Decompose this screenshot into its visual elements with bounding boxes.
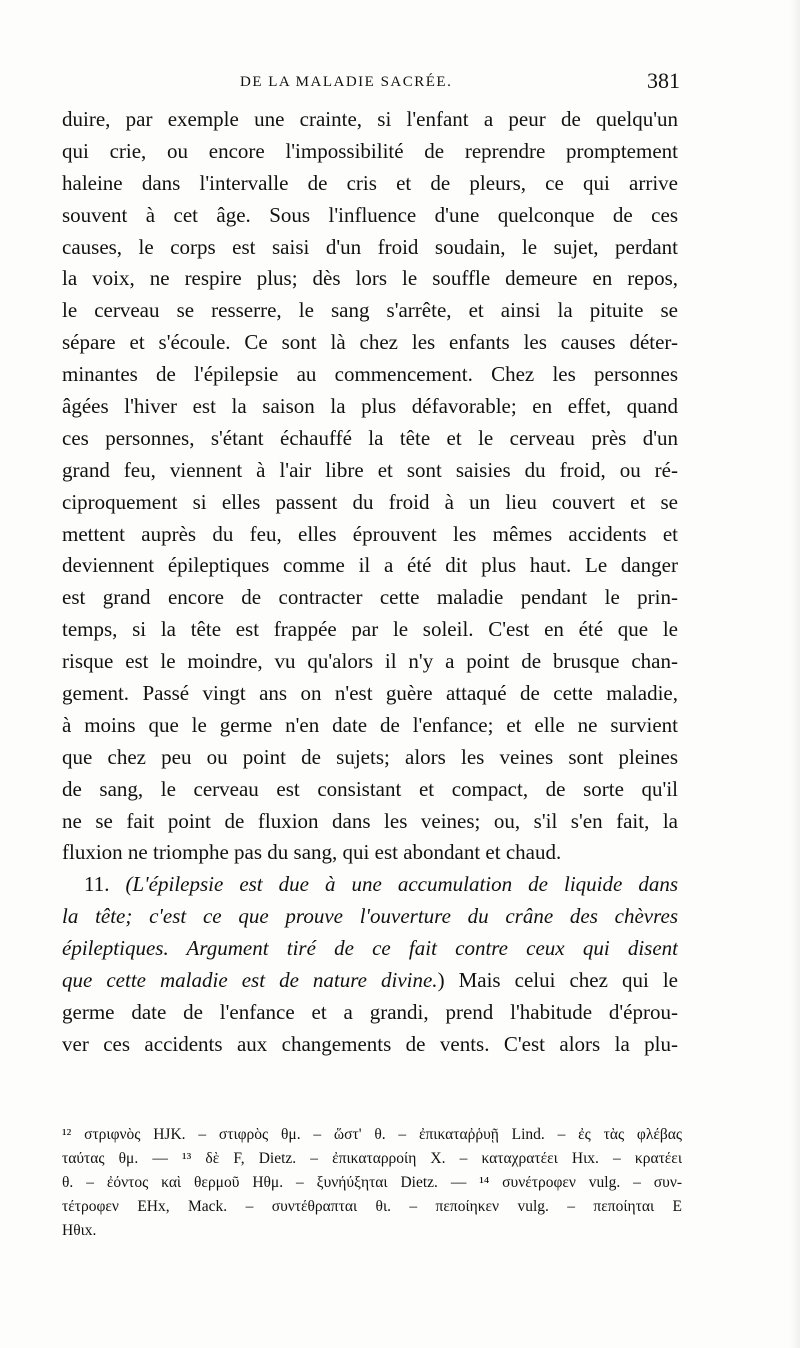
text-line: mettent auprès du feu, elles éprouvent les mêmes accidents et	[62, 521, 678, 546]
text-line: qui crie, ou encore l'impossibilité de reprendre promptement	[62, 138, 678, 163]
section-summary-line: la tête; c'est ce que prouve l'ouverture du crâne des chèvres	[62, 904, 678, 929]
text-line: ces personnes, s'étant échauffé la tête et le cerveau près d'un	[62, 425, 678, 450]
text-line: grand feu, viennent à l'air libre et sont saisies du froid, ou ré-	[62, 457, 678, 482]
text-line: causes, le corps est saisi d'un froid soudain, le sujet, perdant	[62, 234, 678, 259]
text-line: ne se fait point de fluxion dans les veines; ou, s'il s'en fait, la	[62, 808, 678, 833]
text-line: âgées l'hiver est la saison la plus défavorable; en effet, quand	[62, 394, 678, 419]
text-line: temps, si la tête est frappée par le soleil. C'est en été que le	[62, 617, 678, 642]
running-title: DE LA MALADIE SACRÉE.	[240, 74, 453, 90]
footnote-line: θ. – ἐόντος καὶ θερμοῦ Hθμ. – ξυνήύξηται Dietz. — ¹⁴ συνέτροφεν vulg. – συν-	[62, 1174, 682, 1191]
text-line: est grand encore de contracter cette maladie pendant le prin-	[62, 585, 678, 610]
footnote-line: ¹² στριφνὸς HJK. – στιφρὸς θμ. – ὥστ' θ. – ἐπικαταῤῥυῇ Lind. – ἐς τὰς φλέβας	[62, 1126, 682, 1143]
text-line: ver ces accidents aux changements de vents. C'est alors la plu-	[62, 1031, 678, 1056]
section-summary-end: que cette maladie est de nature divine.	[62, 968, 438, 993]
footnote-line: τέτροφεν EHx, Mack. – συντέθραπται θι. – πεποίηκεν vulg. – πεποίηται E	[62, 1198, 682, 1215]
text-line: fluxion ne triomphe pas du sang, qui est abondant et chaud.	[62, 840, 562, 865]
text-line: que chez peu ou point de sujets; alors les veines sont pleines	[62, 744, 678, 769]
text-line: gement. Passé vingt ans on n'est guère attaqué de cette maladie,	[62, 681, 678, 706]
text-line: haleine dans l'intervalle de cris et de pleurs, ce qui arrive	[62, 170, 678, 195]
text-line: la voix, ne respire plus; dès lors le souffle demeure en repos,	[62, 266, 678, 291]
body-text	[62, 104, 678, 1061]
footnote-line: ταύτας θμ. — ¹³ δὲ F, Dietz. – ἐπικαταρροίη X. – καταχρατέει Hιx. – κρατέει	[62, 1150, 682, 1167]
page-header	[62, 70, 682, 100]
text-line: de sang, le cerveau est consistant et compact, de sorte qu'il	[62, 776, 678, 801]
text-line: risque est le moindre, vu qu'alors il n'y a point de brusque chan-	[62, 649, 678, 674]
section-heading-line	[62, 869, 678, 901]
text-line: souvent à cet âge. Sous l'influence d'une quelconque de ces	[62, 202, 678, 227]
text-line: duire, par exemple une crainte, si l'enfant a peur de quelqu'un	[62, 107, 678, 131]
text-line: germe date de l'enfance et a grandi, prend l'habitude d'éprou-	[62, 999, 678, 1024]
text-line: ciproquement si elles passent du froid à un lieu couvert et se	[62, 489, 678, 514]
page-number: 381	[647, 68, 680, 93]
text-line: le cerveau se resserre, le sang s'arrête, et ainsi la pituite se	[62, 298, 678, 323]
text-line: minantes de l'épilepsie au commencement. Chez les personnes	[62, 362, 678, 387]
section-summary-end-line	[62, 965, 678, 997]
scan-edge-shadow	[790, 0, 800, 1348]
footnote-line: Hθιx.	[62, 1222, 97, 1239]
section-number: 11.	[84, 872, 110, 897]
footnotes	[62, 1123, 682, 1243]
text-line: sépare et s'écoule. Ce sont là chez les enfants les causes déter-	[62, 330, 678, 355]
section-summary: (L'épilepsie est due à une accumulation de liquide dans	[125, 872, 678, 897]
section-text-start: ) Mais celui chez qui le	[437, 968, 678, 993]
section-summary-line: épileptiques. Argument tiré de ce fait contre ceux qui disent	[62, 936, 678, 961]
text-line: à moins que le germe n'en date de l'enfance; et elle ne survient	[62, 712, 678, 737]
text-line: deviennent épileptiques comme il a été dit plus haut. Le danger	[62, 553, 678, 578]
